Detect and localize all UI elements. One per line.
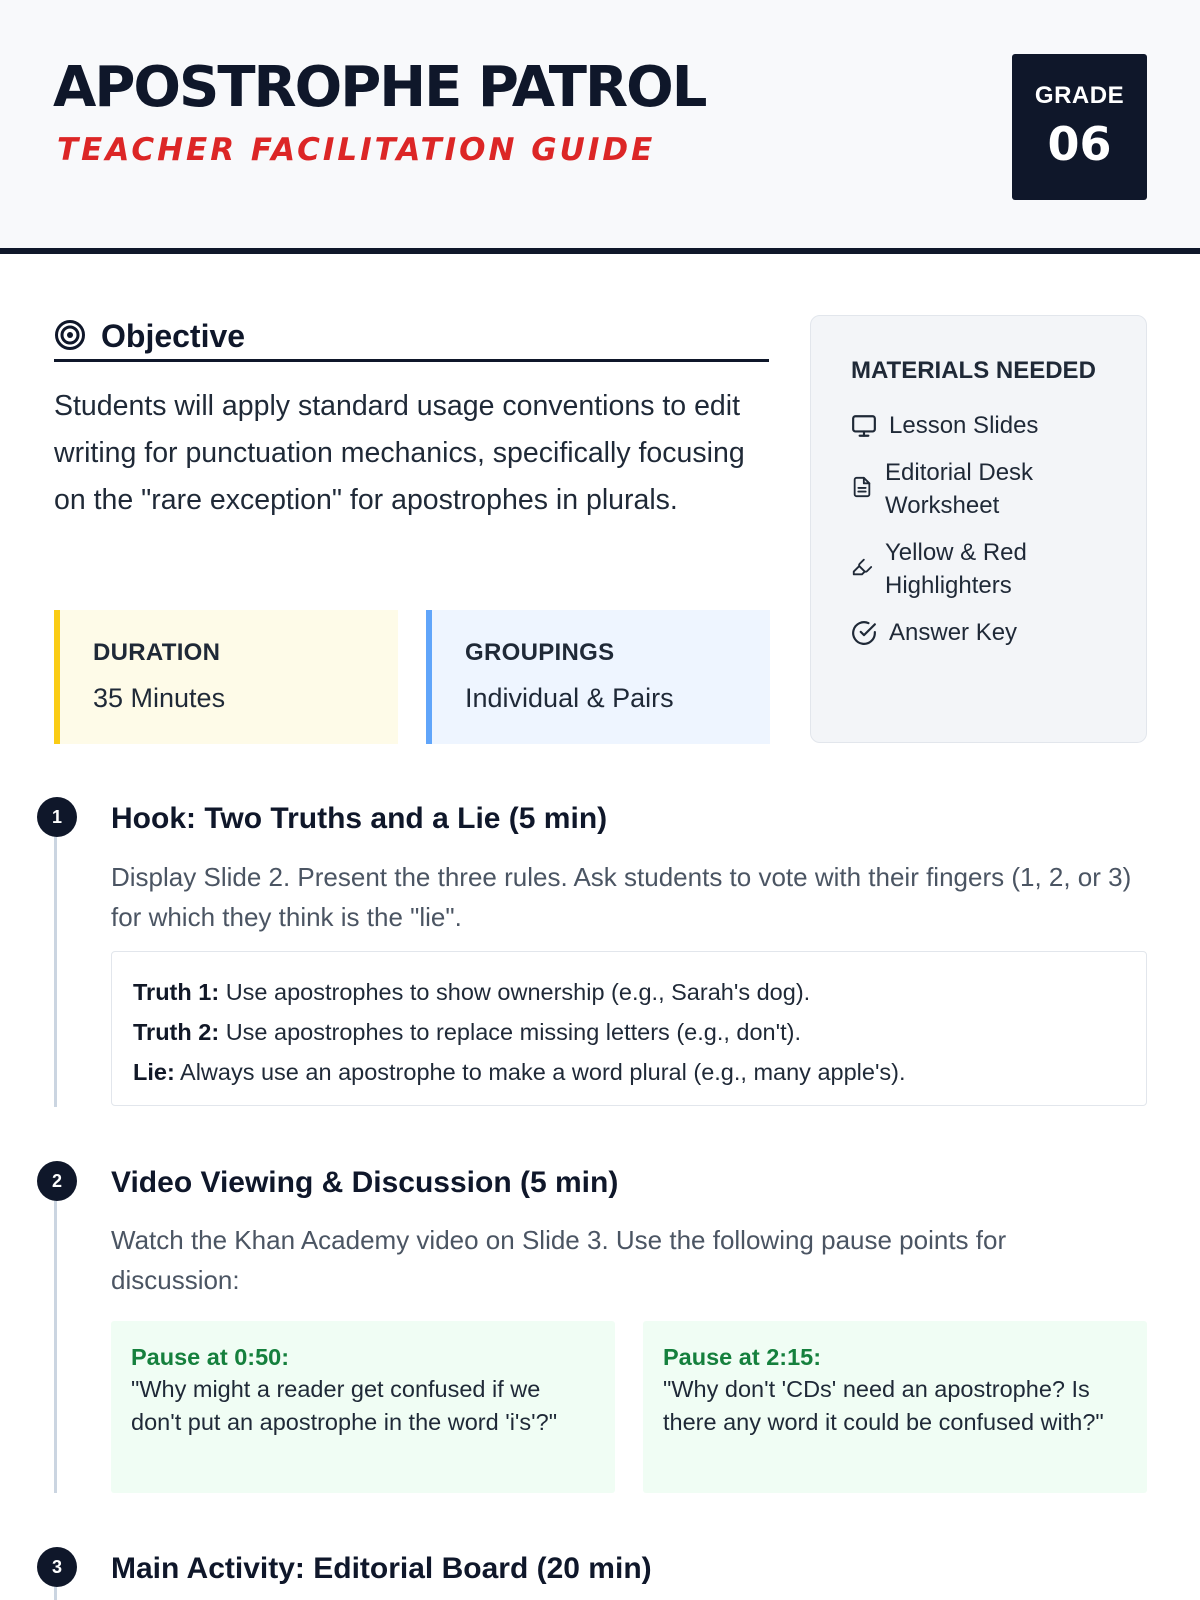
grade-badge bbox=[1012, 54, 1147, 200]
page-subtitle: TEACHER FACILITATION GUIDE bbox=[57, 132, 656, 168]
pause-card bbox=[111, 1321, 615, 1493]
highlighter-icon bbox=[851, 556, 873, 578]
groupings-card bbox=[426, 610, 770, 744]
step-number: 1 bbox=[37, 797, 77, 837]
step-description: Watch the Khan Academy video on Slide 3. Use the following pause points for discussion: bbox=[111, 1225, 1007, 1295]
pause-question: "Why might a reader get confused if we don't put an apostrophe in the word 'i's'?" bbox=[131, 1376, 558, 1435]
materials-title: MATERIALS NEEDED bbox=[851, 357, 1096, 384]
step-number: 3 bbox=[37, 1547, 77, 1587]
step-description: Display Slide 2. Present the three rules. Ask students to vote with their fingers (1, 2, or 3) for which they think is the "lie". bbox=[111, 862, 1132, 932]
rule-truth-2: Truth 2: Use apostrophes to replace missing letters (e.g., don't). bbox=[133, 1019, 801, 1045]
material-item bbox=[851, 456, 1131, 522]
duration-card bbox=[54, 610, 398, 744]
material-item bbox=[851, 536, 1131, 602]
material-label: Yellow & Red Highlighters bbox=[885, 539, 1027, 599]
groupings-label: GROUPINGS bbox=[465, 639, 615, 666]
grade-number: 06 bbox=[1047, 117, 1112, 171]
pause-card bbox=[643, 1321, 1147, 1493]
rule-truth-1: Truth 1: Use apostrophes to show ownership (e.g., Sarah's dog). bbox=[133, 979, 811, 1005]
pause-title: Pause at 0:50: bbox=[131, 1344, 290, 1370]
grade-label: GRADE bbox=[1034, 82, 1125, 109]
step-title: Hook: Two Truths and a Lie (5 min) bbox=[111, 802, 608, 835]
duration-label: DURATION bbox=[93, 639, 221, 666]
objective-heading: Objective bbox=[101, 318, 246, 354]
step-title: Video Viewing & Discussion (5 min) bbox=[111, 1166, 619, 1199]
pause-question: "Why don't 'CDs' need an apostrophe? Is there any word it could be confused with?" bbox=[663, 1376, 1104, 1435]
duration-value: 35 Minutes bbox=[93, 683, 226, 713]
material-label: Lesson Slides bbox=[889, 412, 1039, 439]
pause-title: Pause at 2:15: bbox=[663, 1344, 822, 1370]
document-icon bbox=[851, 476, 873, 498]
material-label: Editorial Desk Worksheet bbox=[885, 459, 1034, 519]
materials-panel bbox=[810, 315, 1147, 743]
step-title: Main Activity: Editorial Board (20 min) bbox=[111, 1552, 652, 1585]
rules-box bbox=[111, 951, 1147, 1106]
material-item bbox=[851, 409, 1131, 443]
timeline-line bbox=[54, 1200, 57, 1493]
check-circle-icon bbox=[851, 620, 877, 646]
material-label: Answer Key bbox=[889, 619, 1018, 646]
page-title: APOSTROPHE PATROL bbox=[53, 55, 706, 120]
monitor-icon bbox=[851, 413, 877, 439]
timeline-line bbox=[54, 836, 57, 1107]
objective-header bbox=[54, 316, 769, 362]
rule-lie: Lie: Always use an apostrophe to make a word plural (e.g., many apple's). bbox=[133, 1059, 906, 1085]
target-icon bbox=[54, 319, 86, 351]
page-header bbox=[0, 0, 1200, 254]
objective-text: Students will apply standard usage conventions to edit writing for punctuation mechanics, specifically focusing on the "rare exception" for apostrophes in plurals. bbox=[54, 390, 745, 516]
step-number: 2 bbox=[37, 1161, 77, 1201]
groupings-value: Individual & Pairs bbox=[465, 683, 674, 713]
material-item bbox=[851, 616, 1131, 650]
